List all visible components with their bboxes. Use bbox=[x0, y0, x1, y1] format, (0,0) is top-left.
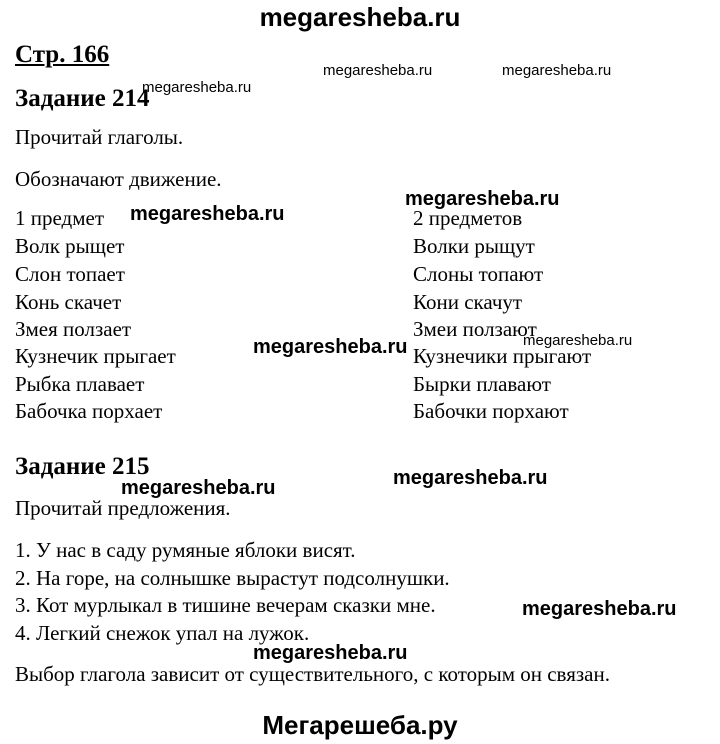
verb-row-left: Слон топает bbox=[15, 262, 125, 286]
watermark: megaresheba.ru bbox=[393, 467, 548, 489]
task-215-instruction: Прочитай предложения. bbox=[15, 496, 231, 520]
verb-row-right: Кони скачут bbox=[413, 290, 523, 314]
verb-row-left: Змея ползает bbox=[15, 317, 132, 341]
watermark: megaresheba.ru bbox=[405, 188, 560, 210]
task-214-instruction: Прочитай глаголы. bbox=[15, 125, 184, 149]
verb-row-left: Рыбка плавает bbox=[15, 372, 145, 396]
task-215-title: Задание 215 bbox=[15, 453, 150, 480]
verb-row-right: Слоны топают bbox=[413, 262, 544, 286]
watermark: megaresheba.ru bbox=[522, 598, 677, 620]
verb-row-right: Волки рыщут bbox=[413, 234, 535, 258]
watermark: megaresheba.ru bbox=[502, 62, 612, 79]
verb-row-left: Бабочка порхает bbox=[15, 399, 163, 423]
verb-row-left: Кузнечик прыгает bbox=[15, 344, 176, 368]
sentence: 1. У нас в саду румяные яблоки висят. bbox=[15, 538, 356, 562]
watermark: megaresheba.ru bbox=[121, 477, 276, 499]
watermark: megaresheba.ru bbox=[253, 642, 408, 664]
site-header: megaresheba.ru bbox=[259, 2, 461, 32]
verb-row-right: Змеи ползают bbox=[413, 317, 537, 341]
verb-row-left: Конь скачет bbox=[15, 290, 122, 314]
watermark: megaresheba.ru bbox=[323, 62, 433, 79]
task-214-subtitle: Обозначают движение. bbox=[15, 167, 222, 191]
watermark: megaresheba.ru bbox=[253, 336, 408, 358]
verb-row-right: Бырки плавают bbox=[413, 372, 551, 396]
site-footer: Мегарешеба.ру bbox=[262, 710, 458, 740]
sentence: 4. Легкий снежок упал на лужок. bbox=[15, 621, 310, 645]
task-214-title: Задание 214 bbox=[15, 85, 150, 112]
verb-row-right: Бабочки порхают bbox=[413, 399, 569, 423]
verb-row-left: Волк рыщет bbox=[15, 234, 125, 258]
watermark: megaresheba.ru bbox=[130, 203, 285, 225]
page-label: Стр. 166 bbox=[15, 41, 110, 68]
watermark: megaresheba.ru bbox=[523, 332, 633, 349]
left-column-header: 1 предмет bbox=[15, 206, 105, 230]
verb-row-right: Кузнечики прыгают bbox=[413, 344, 592, 368]
watermark: megaresheba.ru bbox=[142, 79, 252, 96]
right-column-header: 2 предметов bbox=[413, 206, 523, 230]
conclusion: Выбор глагола зависит от существительного, с которым он связан. bbox=[15, 662, 610, 686]
sentence: 3. Кот мурлыкал в тишине вечерам сказки мне. bbox=[15, 593, 436, 617]
sentence: 2. На горе, на солнышке вырастут подсолнушки. bbox=[15, 566, 450, 590]
